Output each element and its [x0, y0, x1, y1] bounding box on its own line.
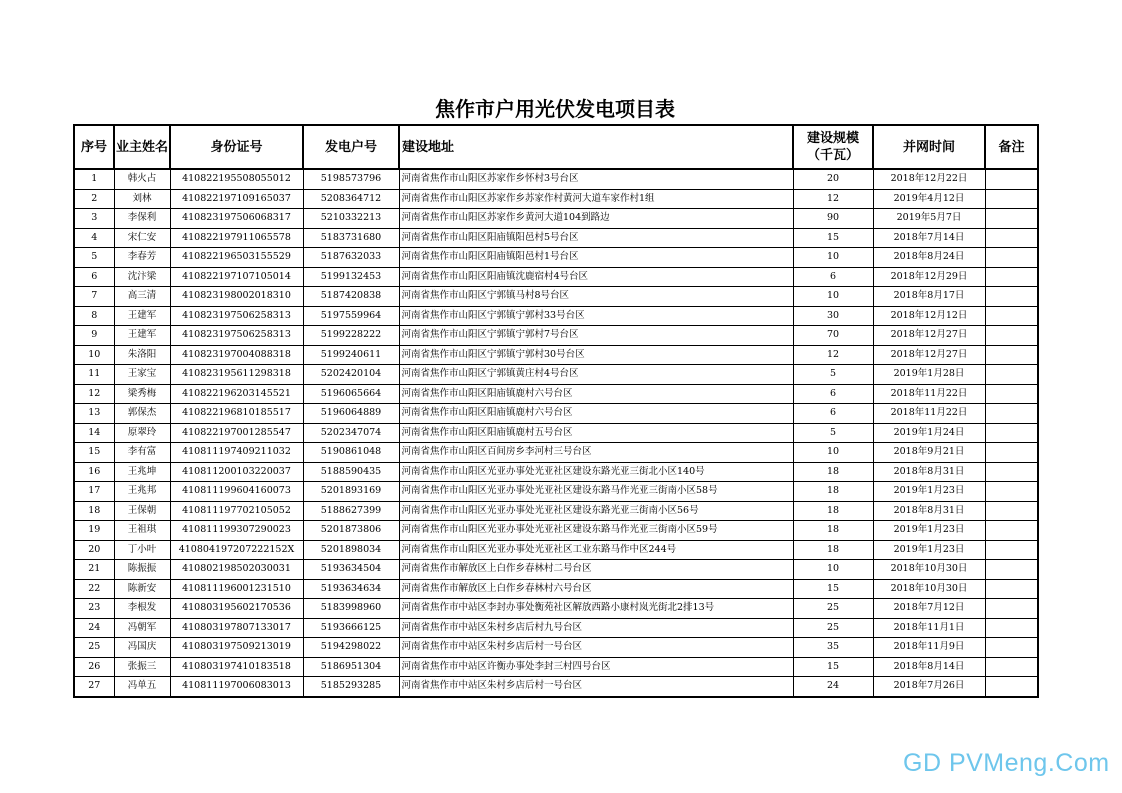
cell-grid-time: 2019年4月12日: [873, 189, 985, 209]
cell-grid-time: 2018年10月30日: [873, 560, 985, 580]
cell-id-card: 410823197506068317: [170, 209, 303, 229]
cell-owner: 宋仁安: [114, 228, 170, 248]
cell-address: 河南省焦作市山阳区阳庙镇阳邑村5号台区: [399, 228, 793, 248]
cell-id-card: 410811200103220037: [170, 462, 303, 482]
cell-grid-time: 2018年12月27日: [873, 345, 985, 365]
cell-address: 河南省焦作市山阳区光亚办事处光亚社区工业东路马作中区244号: [399, 540, 793, 560]
col-header-scale-line1: 建设规模: [806, 131, 859, 146]
cell-id-card: 410803195602170536: [170, 599, 303, 619]
cell-no: 4: [74, 228, 114, 248]
cell-remark: [985, 618, 1038, 638]
cell-meter: 5210332213: [303, 209, 399, 229]
cell-meter: 5193634634: [303, 579, 399, 599]
cell-scale: 5: [793, 423, 873, 443]
cell-id-card: 410802198502030031: [170, 560, 303, 580]
cell-grid-time: 2018年8月14日: [873, 657, 985, 677]
cell-no: 1: [74, 169, 114, 189]
cell-remark: [985, 267, 1038, 287]
cell-grid-time: 2018年11月22日: [873, 384, 985, 404]
cell-id-card: 410811196001231510: [170, 579, 303, 599]
table-row: [74, 657, 1038, 677]
cell-address: 河南省焦作市山阳区阳庙镇阳邑村1号台区: [399, 248, 793, 268]
cell-address: 河南省焦作市中站区许衡办事处李封三村四号台区: [399, 657, 793, 677]
cell-address: 河南省焦作市山阳区宁郭镇宁郭村33号台区: [399, 306, 793, 326]
cell-meter: 5201893169: [303, 482, 399, 502]
cell-id-card: 410822196203145521: [170, 384, 303, 404]
cell-meter: 5196065664: [303, 384, 399, 404]
cell-scale: 90: [793, 209, 873, 229]
cell-address: 河南省焦作市山阳区光亚办事处光亚社区建设东路马作光亚三街南小区59号: [399, 521, 793, 541]
cell-scale: 25: [793, 599, 873, 619]
cell-address: 河南省焦作市中站区李封办事处衡苑社区解放西路小康村岚光街北2排13号: [399, 599, 793, 619]
cell-owner: 王兆坤: [114, 462, 170, 482]
cell-no: 2: [74, 189, 114, 209]
table-row: [74, 540, 1038, 560]
cell-remark: [985, 248, 1038, 268]
cell-id-card: 410803197410183518: [170, 657, 303, 677]
cell-meter: 5186951304: [303, 657, 399, 677]
cell-id-card: 410804197207222152X: [170, 540, 303, 560]
cell-owner: 冯国庆: [114, 638, 170, 658]
cell-owner: 王建军: [114, 326, 170, 346]
cell-meter: 5208364712: [303, 189, 399, 209]
table-row: [74, 365, 1038, 385]
cell-owner: 陈新安: [114, 579, 170, 599]
cell-meter: 5199240611: [303, 345, 399, 365]
cell-id-card: 410822197107105014: [170, 267, 303, 287]
cell-scale: 18: [793, 501, 873, 521]
table-row: [74, 521, 1038, 541]
cell-scale: 10: [793, 560, 873, 580]
cell-grid-time: 2018年8月17日: [873, 287, 985, 307]
cell-scale: 70: [793, 326, 873, 346]
cell-address: 河南省焦作市中站区朱村乡店后村一号台区: [399, 638, 793, 658]
cell-remark: [985, 657, 1038, 677]
cell-remark: [985, 482, 1038, 502]
cell-no: 17: [74, 482, 114, 502]
cell-meter: 5188627399: [303, 501, 399, 521]
cell-id-card: 410811197409211032: [170, 443, 303, 463]
cell-grid-time: 2018年7月14日: [873, 228, 985, 248]
cell-grid-time: 2018年11月9日: [873, 638, 985, 658]
table-row: [74, 228, 1038, 248]
cell-meter: 5199132453: [303, 267, 399, 287]
cell-owner: 高三清: [114, 287, 170, 307]
cell-scale: 15: [793, 228, 873, 248]
cell-remark: [985, 560, 1038, 580]
col-header-address: 建设地址: [399, 125, 793, 169]
cell-grid-time: 2019年5月7日: [873, 209, 985, 229]
cell-meter: 5187632033: [303, 248, 399, 268]
cell-owner: 梁秀梅: [114, 384, 170, 404]
cell-no: 19: [74, 521, 114, 541]
cell-meter: 5202420104: [303, 365, 399, 385]
cell-scale: 24: [793, 677, 873, 697]
cell-id-card: 410822197109165037: [170, 189, 303, 209]
cell-remark: [985, 228, 1038, 248]
cell-no: 25: [74, 638, 114, 658]
cell-no: 12: [74, 384, 114, 404]
cell-grid-time: 2018年7月12日: [873, 599, 985, 619]
cell-grid-time: 2018年8月31日: [873, 462, 985, 482]
cell-remark: [985, 677, 1038, 697]
cell-no: 5: [74, 248, 114, 268]
cell-no: 26: [74, 657, 114, 677]
cell-scale: 15: [793, 579, 873, 599]
cell-address: 河南省焦作市山阳区苏家作乡黄河大道104到路边: [399, 209, 793, 229]
table-row: [74, 306, 1038, 326]
table-row: [74, 618, 1038, 638]
cell-remark: [985, 540, 1038, 560]
project-table: [73, 124, 1039, 698]
cell-scale: 18: [793, 482, 873, 502]
cell-remark: [985, 462, 1038, 482]
cell-no: 3: [74, 209, 114, 229]
table-row: [74, 560, 1038, 580]
table-row: [74, 482, 1038, 502]
cell-grid-time: 2018年12月12日: [873, 306, 985, 326]
cell-address: 河南省焦作市山阳区宁郭镇黄庄村4号台区: [399, 365, 793, 385]
cell-meter: 5201873806: [303, 521, 399, 541]
cell-owner: 李保利: [114, 209, 170, 229]
cell-remark: [985, 189, 1038, 209]
cell-scale: 5: [793, 365, 873, 385]
table-row: [74, 423, 1038, 443]
cell-grid-time: 2018年12月27日: [873, 326, 985, 346]
cell-scale: 10: [793, 287, 873, 307]
table-row: [74, 326, 1038, 346]
table-row: [74, 169, 1038, 189]
cell-meter: 5201898034: [303, 540, 399, 560]
cell-scale: 18: [793, 462, 873, 482]
cell-no: 24: [74, 618, 114, 638]
cell-scale: 18: [793, 521, 873, 541]
cell-address: 河南省焦作市山阳区光亚办事处光亚社区建设东路光亚三街南小区56号: [399, 501, 793, 521]
col-header-grid-time: 并网时间: [873, 125, 985, 169]
cell-owner: 王兆邦: [114, 482, 170, 502]
cell-grid-time: 2018年9月21日: [873, 443, 985, 463]
cell-meter: 5199228222: [303, 326, 399, 346]
cell-no: 11: [74, 365, 114, 385]
cell-meter: 5194298022: [303, 638, 399, 658]
cell-id-card: 410822196503155529: [170, 248, 303, 268]
cell-owner: 冯朝军: [114, 618, 170, 638]
page-title: 焦作市户用光伏发电项目表: [435, 97, 675, 121]
cell-owner: 郭保杰: [114, 404, 170, 424]
cell-address: 河南省焦作市山阳区宁郭镇马村8号台区: [399, 287, 793, 307]
cell-id-card: 410811199604160073: [170, 482, 303, 502]
cell-remark: [985, 306, 1038, 326]
cell-scale: 15: [793, 657, 873, 677]
cell-meter: 5183731680: [303, 228, 399, 248]
cell-grid-time: 2018年11月1日: [873, 618, 985, 638]
cell-grid-time: 2019年1月28日: [873, 365, 985, 385]
cell-meter: 5190861048: [303, 443, 399, 463]
cell-id-card: 410823197506258313: [170, 306, 303, 326]
cell-id-card: 410822195508055012: [170, 169, 303, 189]
cell-scale: 25: [793, 618, 873, 638]
table-row: [74, 287, 1038, 307]
cell-address: 河南省焦作市解放区上白作乡春林村六号台区: [399, 579, 793, 599]
cell-grid-time: 2019年1月23日: [873, 521, 985, 541]
cell-scale: 35: [793, 638, 873, 658]
cell-owner: 王家宝: [114, 365, 170, 385]
cell-remark: [985, 326, 1038, 346]
cell-address: 河南省焦作市解放区上白作乡春林村二号台区: [399, 560, 793, 580]
cell-remark: [985, 169, 1038, 189]
cell-no: 27: [74, 677, 114, 697]
cell-grid-time: 2019年1月23日: [873, 482, 985, 502]
cell-owner: 王祖琪: [114, 521, 170, 541]
cell-remark: [985, 521, 1038, 541]
cell-grid-time: 2018年7月26日: [873, 677, 985, 697]
col-header-meter: 发电户号: [303, 125, 399, 169]
cell-address: 河南省焦作市中站区朱村乡店后村一号台区: [399, 677, 793, 697]
cell-remark: [985, 287, 1038, 307]
cell-remark: [985, 501, 1038, 521]
cell-owner: 朱洛阳: [114, 345, 170, 365]
col-header-scale-line2: （千瓦）: [806, 148, 859, 163]
cell-no: 15: [74, 443, 114, 463]
cell-id-card: 410823198002018310: [170, 287, 303, 307]
cell-address: 河南省焦作市山阳区光亚办事处光亚社区建设东路马作光亚三街南小区58号: [399, 482, 793, 502]
cell-scale: 6: [793, 384, 873, 404]
cell-scale: 12: [793, 189, 873, 209]
table-row: [74, 579, 1038, 599]
cell-grid-time: 2018年11月22日: [873, 404, 985, 424]
col-header-id-card: 身份证号: [170, 125, 303, 169]
cell-address: 河南省焦作市山阳区光亚办事处光亚社区建设东路光亚三街北小区140号: [399, 462, 793, 482]
col-header-no: 序号: [74, 125, 114, 169]
cell-meter: 5202347074: [303, 423, 399, 443]
cell-meter: 5185293285: [303, 677, 399, 697]
cell-id-card: 410811199307290023: [170, 521, 303, 541]
cell-owner: 陈振振: [114, 560, 170, 580]
cell-no: 8: [74, 306, 114, 326]
cell-owner: 李有富: [114, 443, 170, 463]
cell-id-card: 410823197506258313: [170, 326, 303, 346]
cell-owner: 原翠玲: [114, 423, 170, 443]
cell-id-card: 410823195611298318: [170, 365, 303, 385]
cell-grid-time: 2018年12月22日: [873, 169, 985, 189]
cell-address: 河南省焦作市山阳区阳庙镇鹿村五号台区: [399, 423, 793, 443]
table-row: [74, 599, 1038, 619]
cell-remark: [985, 579, 1038, 599]
cell-address: 河南省焦作市中站区朱村乡店后村九号台区: [399, 618, 793, 638]
cell-id-card: 410822197001285547: [170, 423, 303, 443]
cell-address: 河南省焦作市山阳区阳庙镇鹿村六号台区: [399, 384, 793, 404]
cell-grid-time: 2018年12月29日: [873, 267, 985, 287]
cell-id-card: 410822197911065578: [170, 228, 303, 248]
cell-meter: 5187420838: [303, 287, 399, 307]
cell-grid-time: 2018年8月24日: [873, 248, 985, 268]
cell-grid-time: 2018年10月30日: [873, 579, 985, 599]
cell-remark: [985, 404, 1038, 424]
cell-owner: 刘林: [114, 189, 170, 209]
cell-id-card: 410811197006083013: [170, 677, 303, 697]
cell-meter: 5193634504: [303, 560, 399, 580]
table-row: [74, 189, 1038, 209]
cell-remark: [985, 423, 1038, 443]
cell-no: 18: [74, 501, 114, 521]
cell-scale: 10: [793, 248, 873, 268]
cell-scale: 6: [793, 267, 873, 287]
cell-no: 13: [74, 404, 114, 424]
cell-address: 河南省焦作市山阳区苏家作乡苏家作村黄河大道车家作村1组: [399, 189, 793, 209]
cell-scale: 20: [793, 169, 873, 189]
cell-owner: 丁小叶: [114, 540, 170, 560]
table-row: [74, 443, 1038, 463]
header-row: [74, 125, 1038, 169]
col-header-owner: 业主姓名: [114, 125, 170, 169]
cell-id-card: 410803197509213019: [170, 638, 303, 658]
table-row: [74, 462, 1038, 482]
cell-no: 10: [74, 345, 114, 365]
table-row: [74, 209, 1038, 229]
cell-address: 河南省焦作市山阳区阳庙镇沈鹿宿村4号台区: [399, 267, 793, 287]
cell-meter: 5183998960: [303, 599, 399, 619]
table-row: [74, 638, 1038, 658]
cell-remark: [985, 384, 1038, 404]
cell-id-card: 410811197702105052: [170, 501, 303, 521]
cell-owner: 李春芳: [114, 248, 170, 268]
table-row: [74, 384, 1038, 404]
cell-id-card: 410822196810185517: [170, 404, 303, 424]
cell-owner: 李根发: [114, 599, 170, 619]
cell-remark: [985, 638, 1038, 658]
cell-scale: 18: [793, 540, 873, 560]
cell-no: 16: [74, 462, 114, 482]
cell-scale: 12: [793, 345, 873, 365]
cell-id-card: 410803197807133017: [170, 618, 303, 638]
cell-owner: 冯单五: [114, 677, 170, 697]
cell-owner: 韩火占: [114, 169, 170, 189]
cell-owner: 沈汴梁: [114, 267, 170, 287]
table-row: [74, 267, 1038, 287]
cell-remark: [985, 365, 1038, 385]
col-header-remark: 备注: [985, 125, 1038, 169]
cell-address: 河南省焦作市山阳区宁郭镇宁郭村7号台区: [399, 326, 793, 346]
table-row: [74, 677, 1038, 697]
cell-scale: 10: [793, 443, 873, 463]
table-row: [74, 404, 1038, 424]
cell-owner: 张振三: [114, 657, 170, 677]
cell-address: 河南省焦作市山阳区宁郭镇宁郭村30号台区: [399, 345, 793, 365]
cell-remark: [985, 443, 1038, 463]
cell-scale: 6: [793, 404, 873, 424]
cell-id-card: 410823197004088318: [170, 345, 303, 365]
table-row: [74, 345, 1038, 365]
cell-no: 6: [74, 267, 114, 287]
cell-meter: 5188590435: [303, 462, 399, 482]
cell-meter: 5196064889: [303, 404, 399, 424]
cell-remark: [985, 599, 1038, 619]
cell-address: 河南省焦作市山阳区苏家作乡怀村3号台区: [399, 169, 793, 189]
cell-scale: 30: [793, 306, 873, 326]
cell-address: 河南省焦作市山阳区百间房乡李河村三号台区: [399, 443, 793, 463]
cell-no: 20: [74, 540, 114, 560]
cell-meter: 5193666125: [303, 618, 399, 638]
table-row: [74, 248, 1038, 268]
cell-no: 23: [74, 599, 114, 619]
cell-grid-time: 2018年8月31日: [873, 501, 985, 521]
table-row: [74, 501, 1038, 521]
cell-meter: 5198573796: [303, 169, 399, 189]
cell-no: 14: [74, 423, 114, 443]
col-header-scale: [793, 125, 873, 169]
cell-no: 7: [74, 287, 114, 307]
cell-remark: [985, 209, 1038, 229]
watermark: GD PVMeng.Com: [903, 749, 1110, 777]
cell-grid-time: 2019年1月23日: [873, 540, 985, 560]
cell-owner: 王保朝: [114, 501, 170, 521]
cell-no: 22: [74, 579, 114, 599]
cell-address: 河南省焦作市山阳区阳庙镇鹿村六号台区: [399, 404, 793, 424]
cell-remark: [985, 345, 1038, 365]
cell-no: 21: [74, 560, 114, 580]
cell-grid-time: 2019年1月24日: [873, 423, 985, 443]
cell-no: 9: [74, 326, 114, 346]
cell-meter: 5197559964: [303, 306, 399, 326]
cell-owner: 王建军: [114, 306, 170, 326]
